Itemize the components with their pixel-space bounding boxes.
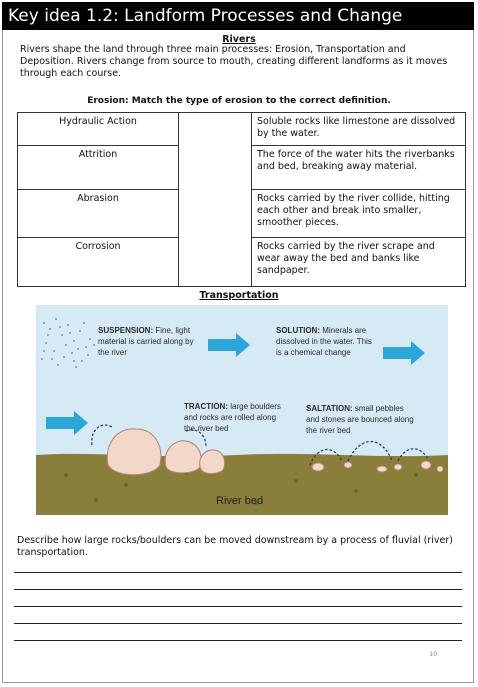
definition-cell xyxy=(251,145,466,190)
matching-space[interactable] xyxy=(178,112,252,287)
definition-text: Soluble rocks like limestone are dissolved by the water. xyxy=(257,116,456,139)
term-label: Abrasion xyxy=(77,193,119,204)
boulders xyxy=(107,429,224,475)
definition-cell xyxy=(251,112,466,146)
term-cell xyxy=(17,189,179,238)
page-number: 10 xyxy=(429,650,438,658)
question-text: Describe how large rocks/boulders can be moved downstream by a process of fluvial (river) transportation. xyxy=(17,535,453,558)
answer-line[interactable] xyxy=(14,572,462,573)
term-cell xyxy=(17,112,179,146)
flow-arrow-icon xyxy=(46,411,88,435)
definition-cell xyxy=(251,237,466,287)
suspension-label: SUSPENSION: Fine, light material is carried along by the river xyxy=(98,326,194,357)
boulder-icon xyxy=(107,429,161,475)
rivers-heading: Rivers xyxy=(222,34,256,45)
definition-text: The force of the water hits the riverbanks and bed, breaking away material. xyxy=(257,149,455,172)
solution-label: SOLUTION: Minerals are dissolved in the water. This is a chemical change xyxy=(276,326,372,357)
river-bed-label: River bed xyxy=(216,495,264,507)
term-label: Corrosion xyxy=(75,241,121,252)
erosion-matching-table xyxy=(17,112,466,287)
term-cell xyxy=(17,237,179,287)
term-cell xyxy=(17,145,179,190)
saltation-label: SALTATION: small pebbles and stones are bounced along the river bed xyxy=(306,404,414,435)
definition-text: Rocks carried by the river scrape and wear away the bed and banks like sandpaper. xyxy=(257,241,435,276)
transportation-diagram xyxy=(36,305,448,515)
answer-line[interactable] xyxy=(14,623,462,624)
term-label: Attrition xyxy=(78,149,118,160)
definition-cell xyxy=(251,189,466,238)
page-title: Key idea 1.2: Landform Processes and Change xyxy=(2,2,474,30)
transportation-heading: Transportation xyxy=(199,290,279,301)
boulder-icon xyxy=(165,441,201,473)
flow-arrow-icon xyxy=(383,341,425,365)
erosion-table-title: Erosion: Match the type of erosion to the correct definition. xyxy=(87,96,391,106)
term-label: Hydraulic Action xyxy=(59,116,137,127)
answer-line[interactable] xyxy=(14,606,462,607)
flow-arrow-icon xyxy=(208,333,250,357)
traction-label: TRACTION: large boulders and rocks are rolled along the river bed xyxy=(184,402,281,433)
boulder-icon xyxy=(200,450,225,474)
answer-line[interactable] xyxy=(14,640,462,641)
definition-text: Rocks carried by the river collide, hitting each other and break into smaller, smoother pieces. xyxy=(257,193,450,228)
rivers-intro: Rivers shape the land through three main processes: Erosion, Transportation and Deposition. Rivers change from source to mouth, creating different landforms as it moves through each course. xyxy=(20,44,448,79)
answer-line[interactable] xyxy=(14,589,462,590)
suspended-particles xyxy=(41,318,95,368)
